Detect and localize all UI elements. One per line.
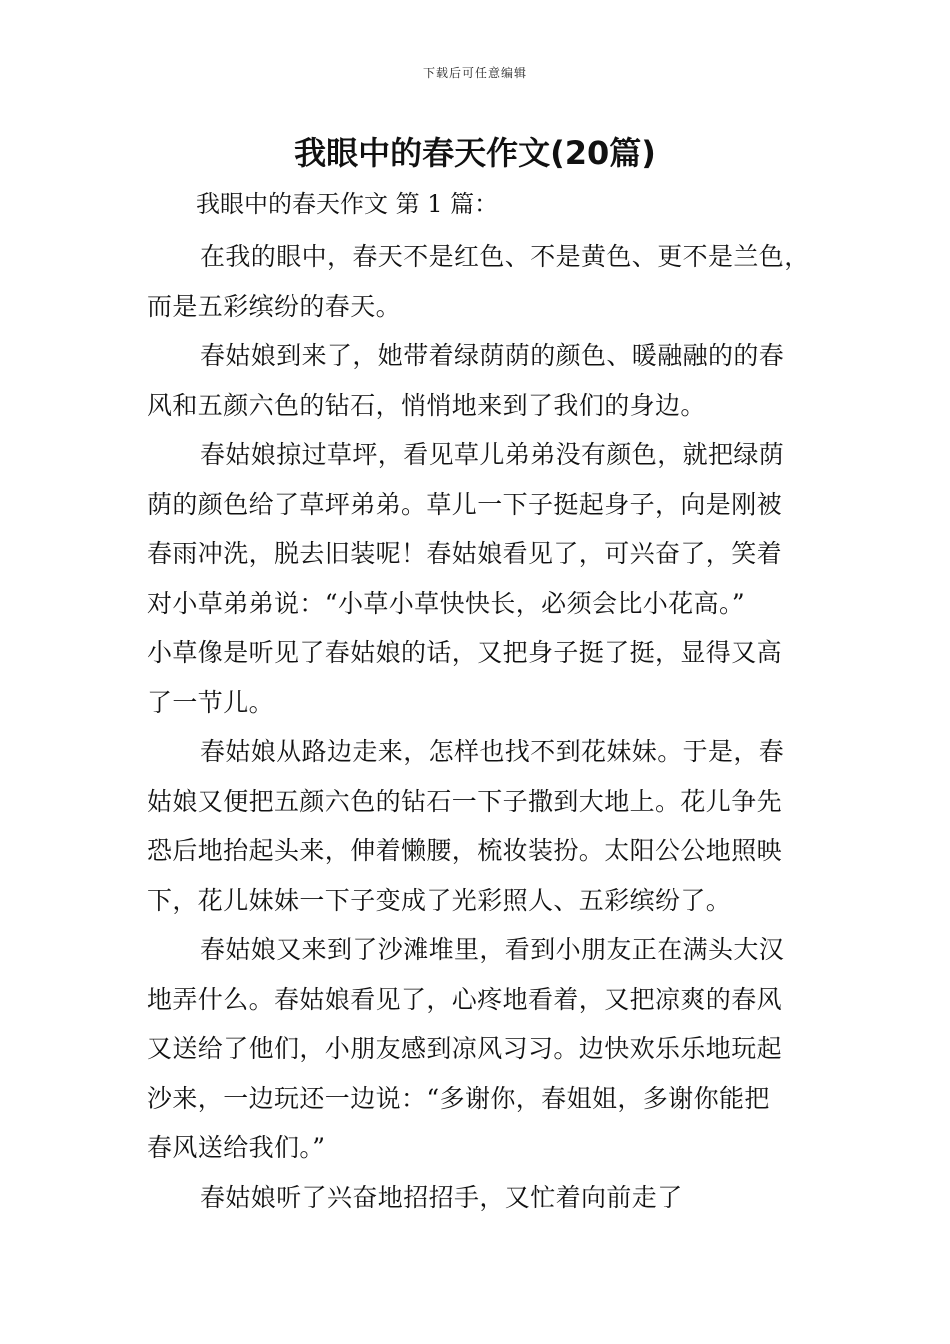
- paragraph-line: 地弄什么。春姑娘看见了，心疼地看着，又把凉爽的春风: [147, 984, 783, 1014]
- paragraph-line: 了一节儿。: [147, 687, 275, 717]
- essay-body: [147, 232, 827, 1222]
- paragraph-line: 而是五彩缤纷的春天。: [147, 291, 402, 321]
- paragraph: [147, 430, 827, 727]
- paragraph-line: 又送给了他们，小朋友感到凉风习习。边快欢乐乐地玩起: [147, 1034, 783, 1063]
- paragraph-line: 春姑娘掠过草坪，看见草儿弟弟没有颜色，就把绿荫: [200, 440, 785, 469]
- paragraph-line: 下，花儿妹妹一下子变成了光彩照人、五彩缤纷了。: [147, 885, 732, 915]
- paragraph-line: 姑娘又便把五颜六色的钻石一下子撒到大地上。花儿争先: [147, 786, 783, 816]
- paragraph-line: 沙来，一边玩还一边说：“多谢你，春姐姐，多谢你能把: [147, 1083, 770, 1113]
- paragraph-line: 对小草弟弟说：“小草小草快快长，必须会比小花高。”: [147, 588, 746, 618]
- paragraph-line: 春姑娘从路边走来，怎样也找不到花妹妹。于是，春: [200, 737, 785, 766]
- header-note: 下载后可任意编辑: [422, 66, 527, 80]
- paragraph-line: 春姑娘又来到了沙滩堆里，看到小朋友正在满头大汉: [200, 935, 785, 964]
- paragraph-line: 荫的颜色给了草坪弟弟。草儿一下子挺起身子，向是刚被: [147, 489, 783, 519]
- paragraph-line: 春风送给我们。”: [147, 1133, 326, 1162]
- paragraph-line: 春姑娘到来了，她带着绿荫荫的颜色、暖融融的的春: [200, 341, 785, 370]
- paragraph-line: 春姑娘听了兴奋地招招手，又忙着向前走了: [200, 1182, 683, 1212]
- paragraph: [147, 727, 827, 925]
- paragraph: [147, 925, 827, 1173]
- essay-subtitle: 我眼中的春天作文 第 1 篇：: [196, 190, 499, 218]
- paragraph: [147, 1173, 827, 1223]
- paragraph-line: 小草像是听见了春姑娘的话，又把身子挺了挺，显得又高: [147, 638, 783, 667]
- paragraph: [147, 232, 827, 331]
- paragraph-line: 风和五颜六色的钻石，悄悄地来到了我们的身边。: [147, 390, 706, 420]
- paragraph-line: 恐后地抬起头来，伸着懒腰，梳妆装扮。太阳公公地照映: [147, 836, 783, 865]
- paragraph-line: 春雨冲洗，脱去旧装呢！春姑娘看见了，可兴奋了，笑着: [147, 539, 783, 568]
- paragraph: [147, 331, 827, 430]
- paragraph-line: 在我的眼中，春天不是红色、不是黄色、更不是兰色，: [200, 242, 810, 271]
- document-title: 我眼中的春天作文(20篇): [294, 134, 656, 172]
